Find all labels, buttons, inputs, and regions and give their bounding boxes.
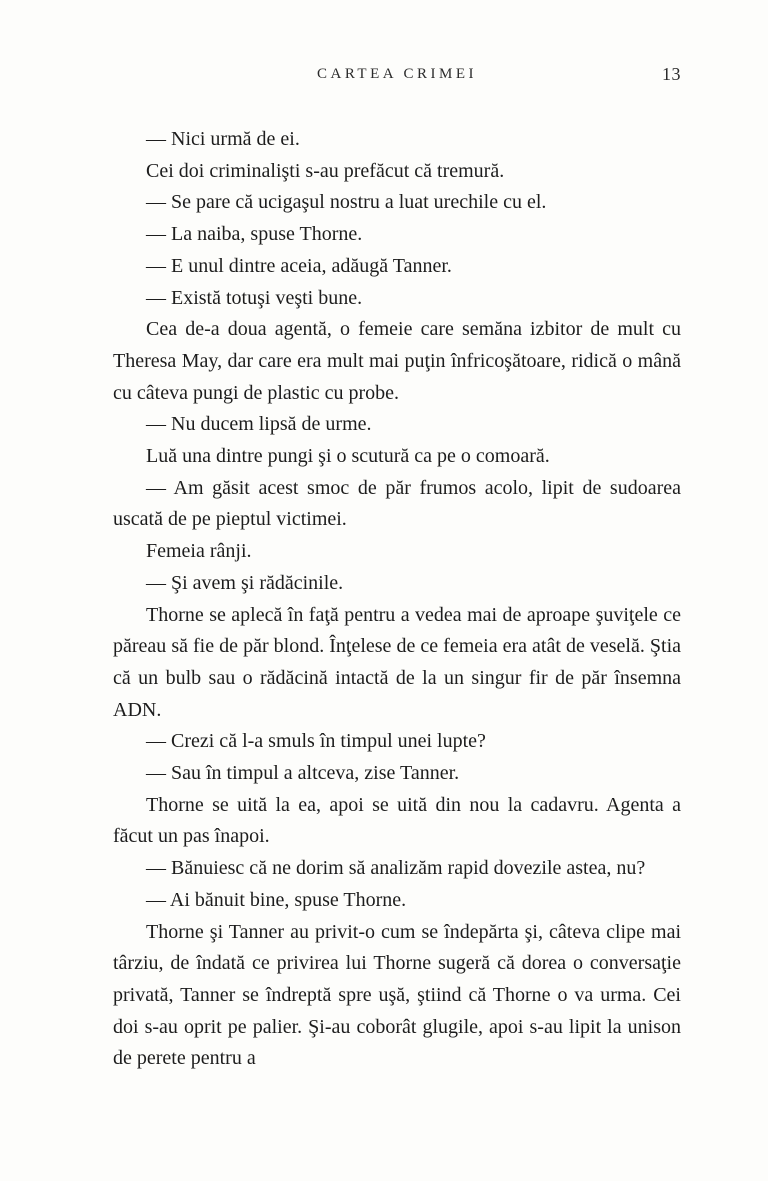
paragraph: Cei doi criminalişti s-au prefăcut că tremură.: [146, 159, 505, 182]
paragraph: — Ai bănuit bine, spuse Thorne.: [146, 888, 407, 911]
paragraph: Cea de-a doua agentă, o femeie care semăna izbitor de mult cu Theresa May, dar care era mult mai puţin înfricoşătoare, ridică o mână cu câteva pungi de plastic cu probe.: [113, 318, 681, 404]
paragraph: — E unul dintre aceia, adăugă Tanner.: [146, 254, 452, 277]
paragraph: — Sau în timpul a altceva, zise Tanner.: [146, 762, 460, 785]
page-number: 13: [662, 64, 681, 84]
paragraph: — Crezi că l-a smuls în timpul unei lupte?: [146, 730, 486, 753]
paragraph: Femeia rânji.: [146, 540, 252, 563]
paragraph: — La naiba, spuse Thorne.: [146, 223, 363, 246]
paragraph: Luă una dintre pungi şi o scutură ca pe o comoară.: [146, 445, 550, 468]
page-header: [113, 66, 681, 90]
paragraph: — Şi avem şi rădăcinile.: [146, 571, 344, 594]
running-header: CARTEA CRIMEI: [316, 66, 478, 82]
paragraph: — Există totuşi veşti bune.: [146, 286, 363, 309]
paragraph: Thorne se uită la ea, apoi se uită din nou la cadavru. Agenta a făcut un pas înapoi.: [113, 793, 681, 848]
page-body: [113, 124, 681, 1075]
paragraph: Thorne şi Tanner au privit-o cum se îndepărta şi, câteva clipe mai târziu, de îndată ce privirea lui Thorne sugeră că dorea o conversaţie privată, Tanner se îndreptă spre uşă, ştiind că Thorne o va urma. Cei doi s-au oprit pe palier. Şi-au coborât glugile, apoi s-au lipit la unison de perete pentru a: [113, 920, 681, 1070]
paragraph: — Am găsit acest smoc de păr frumos acolo, lipit de sudoarea uscată de pe pieptul victimei.: [113, 476, 681, 531]
paragraph: — Nici urmă de ei.: [146, 128, 300, 150]
paragraph: — Nu ducem lipsă de urme.: [146, 413, 372, 436]
paragraph: — Bănuiesc că ne dorim să analizăm rapid dovezile astea, nu?: [146, 857, 646, 880]
paragraph: — Se pare că ucigaşul nostru a luat urechile cu el.: [146, 191, 547, 214]
paragraph: Thorne se aplecă în faţă pentru a vedea mai de aproape şuviţele ce păreau să fie de păr blond. Înţelese de ce femeia era atât de veselă. Ştia că un bulb sau o rădăcină intactă de la un singur fir de păr însemna ADN.: [113, 603, 681, 721]
